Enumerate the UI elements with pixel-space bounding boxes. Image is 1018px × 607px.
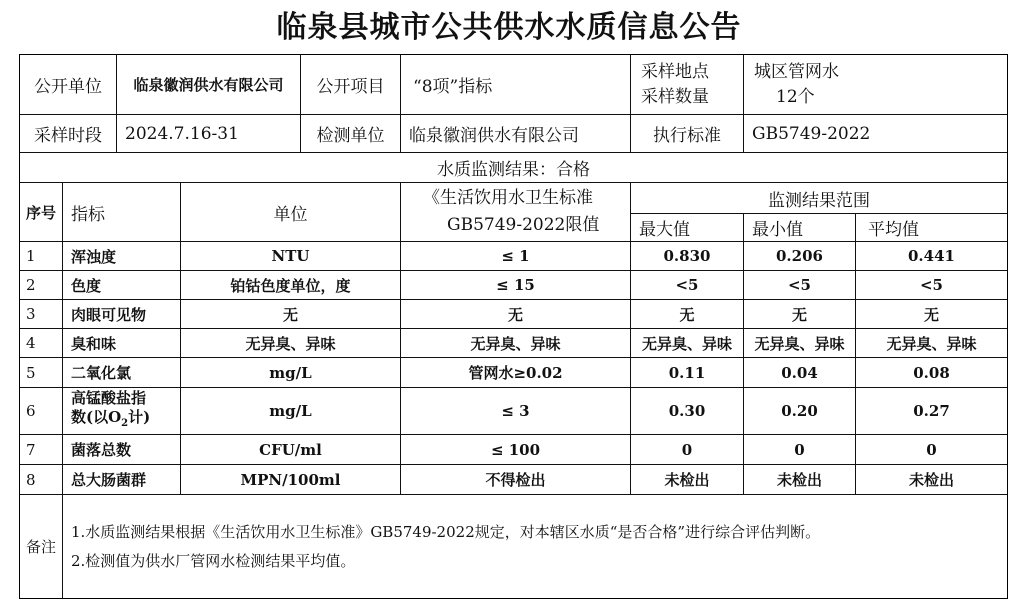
row-avg: 无异臭、异味 — [886, 334, 977, 353]
row-indicator-subscript: 2 — [121, 418, 129, 429]
row-min: 无异臭、异味 — [754, 334, 845, 353]
count-value: 12个 — [776, 86, 815, 107]
row-limit: ≤ 100 — [490, 440, 541, 459]
publisher-value: 临泉徽润供水有限公司 — [133, 76, 284, 94]
row-limit: 无 — [507, 305, 523, 324]
row-min: <5 — [787, 276, 811, 294]
table-border-bottom — [19, 598, 1008, 599]
tester-label: 检测单位 — [316, 126, 385, 146]
table-border-right — [1007, 54, 1008, 599]
row-indicator: 二氧化氯 — [71, 364, 132, 382]
row-indicator — [63, 388, 180, 434]
location-count-values — [744, 55, 1007, 114]
row-unit: 无 — [282, 305, 298, 324]
header-limit-line2: GB5749-2022限值 — [447, 215, 600, 235]
notes-line-2: 2.检测值为供水厂管网水检测结果平均值。 — [71, 551, 356, 570]
row-indicator-line2 — [71, 408, 150, 433]
row-limit: ≤ 3 — [501, 402, 530, 420]
header-no: 序号 — [25, 203, 56, 222]
count-label: 采样数量 — [641, 86, 709, 107]
row-min: 0 — [794, 440, 805, 459]
standard-label: 执行标准 — [653, 126, 721, 146]
row-avg: 0.27 — [913, 402, 950, 420]
row-limit: 不得检出 — [485, 471, 546, 489]
header-indicator: 指标 — [71, 204, 105, 225]
row-min: 0.20 — [781, 402, 818, 420]
row-indicator: 肉眼可见物 — [71, 305, 147, 324]
header-limit — [401, 183, 630, 241]
row-unit: MPN/100ml — [240, 470, 341, 489]
row-avg: 未检出 — [908, 471, 954, 489]
period-value: 2024.7.16-31 — [125, 123, 239, 144]
tester-value: 临泉徽润供水有限公司 — [409, 126, 579, 146]
row-indicator: 臭和味 — [71, 334, 117, 353]
row-no: 7 — [26, 440, 36, 459]
row-no: 2 — [26, 276, 36, 294]
location-count-labels — [631, 55, 743, 114]
row-limit: ≤ 15 — [496, 276, 535, 294]
row-avg: 0.08 — [913, 363, 950, 382]
row-avg: <5 — [919, 276, 943, 294]
row-no: 3 — [26, 305, 36, 323]
row-max: 无 — [679, 305, 695, 324]
row-indicator: 色度 — [71, 276, 102, 295]
row-min: 无 — [791, 305, 807, 324]
row-max: 0.11 — [668, 363, 706, 382]
row-max: 0 — [681, 440, 693, 459]
row-indicator: 菌落总数 — [71, 441, 132, 459]
row-indicator-line2-part: 数(以O — [71, 408, 122, 426]
row-max: 0.830 — [663, 247, 711, 265]
item-label: 公开项目 — [316, 77, 385, 97]
row-unit: mg/L — [269, 363, 312, 382]
row-no: 5 — [26, 363, 36, 382]
publisher-label: 公开单位 — [34, 77, 102, 97]
page-title: 临泉县城市公共供水水质信息公告 — [276, 10, 742, 45]
standard-value: GB5749-2022 — [752, 123, 871, 144]
location-value: 城区管网水 — [754, 61, 839, 82]
row-indicator: 总大肠菌群 — [71, 471, 147, 489]
result-banner: 水质监测结果：合格 — [437, 160, 590, 180]
row-unit: 铂钴色度单位，度 — [230, 276, 351, 295]
row-limit: 无异臭、异味 — [470, 334, 561, 353]
row-no: 4 — [26, 334, 36, 352]
row-no: 6 — [26, 402, 36, 420]
row-min: 未检出 — [776, 471, 822, 489]
row-unit: mg/L — [269, 402, 312, 420]
header-max: 最大值 — [639, 220, 690, 240]
row-indicator-line1: 高锰酸盐指 — [71, 389, 147, 407]
period-label: 采样时段 — [34, 126, 102, 146]
row-avg: 0.441 — [908, 247, 955, 265]
header-range: 监测结果范围 — [768, 190, 870, 211]
row-avg: 无 — [923, 305, 939, 324]
row-min: 0.04 — [781, 363, 818, 382]
notes-line-1: 1.水质监测结果根据《生活饮用水卫生标准》GB5749-2022规定，对本辖区水质“是否合格”进行综合评估判断。 — [71, 522, 821, 541]
row-limit: ≤ 1 — [501, 247, 530, 265]
notes-content — [63, 495, 1007, 598]
row-unit: NTU — [271, 247, 310, 265]
header-unit: 单位 — [273, 204, 308, 225]
header-avg: 平均值 — [868, 220, 919, 240]
row-max: 无异臭、异味 — [641, 334, 732, 353]
row-max: 未检出 — [664, 471, 710, 489]
row-indicator-line2-part: 计) — [128, 408, 151, 426]
row-max: 0.30 — [668, 402, 706, 420]
location-label: 采样地点 — [641, 61, 709, 82]
row-unit: CFU/ml — [259, 440, 322, 459]
row-no: 8 — [26, 470, 36, 489]
row-unit: 无异臭、异味 — [245, 334, 336, 353]
item-value: “8项”指标 — [413, 77, 493, 97]
row-indicator: 浑浊度 — [71, 247, 117, 266]
row-avg: 0 — [926, 440, 937, 459]
row-max: <5 — [675, 276, 699, 294]
row-limit: 管网水≥0.02 — [468, 364, 563, 382]
header-min: 最小值 — [752, 220, 803, 240]
header-limit-line1: 《生活饮用水卫生标准 — [423, 188, 593, 208]
row-min: 0.206 — [776, 247, 823, 265]
notes-label: 备注 — [25, 538, 56, 556]
row-no: 1 — [26, 247, 36, 265]
